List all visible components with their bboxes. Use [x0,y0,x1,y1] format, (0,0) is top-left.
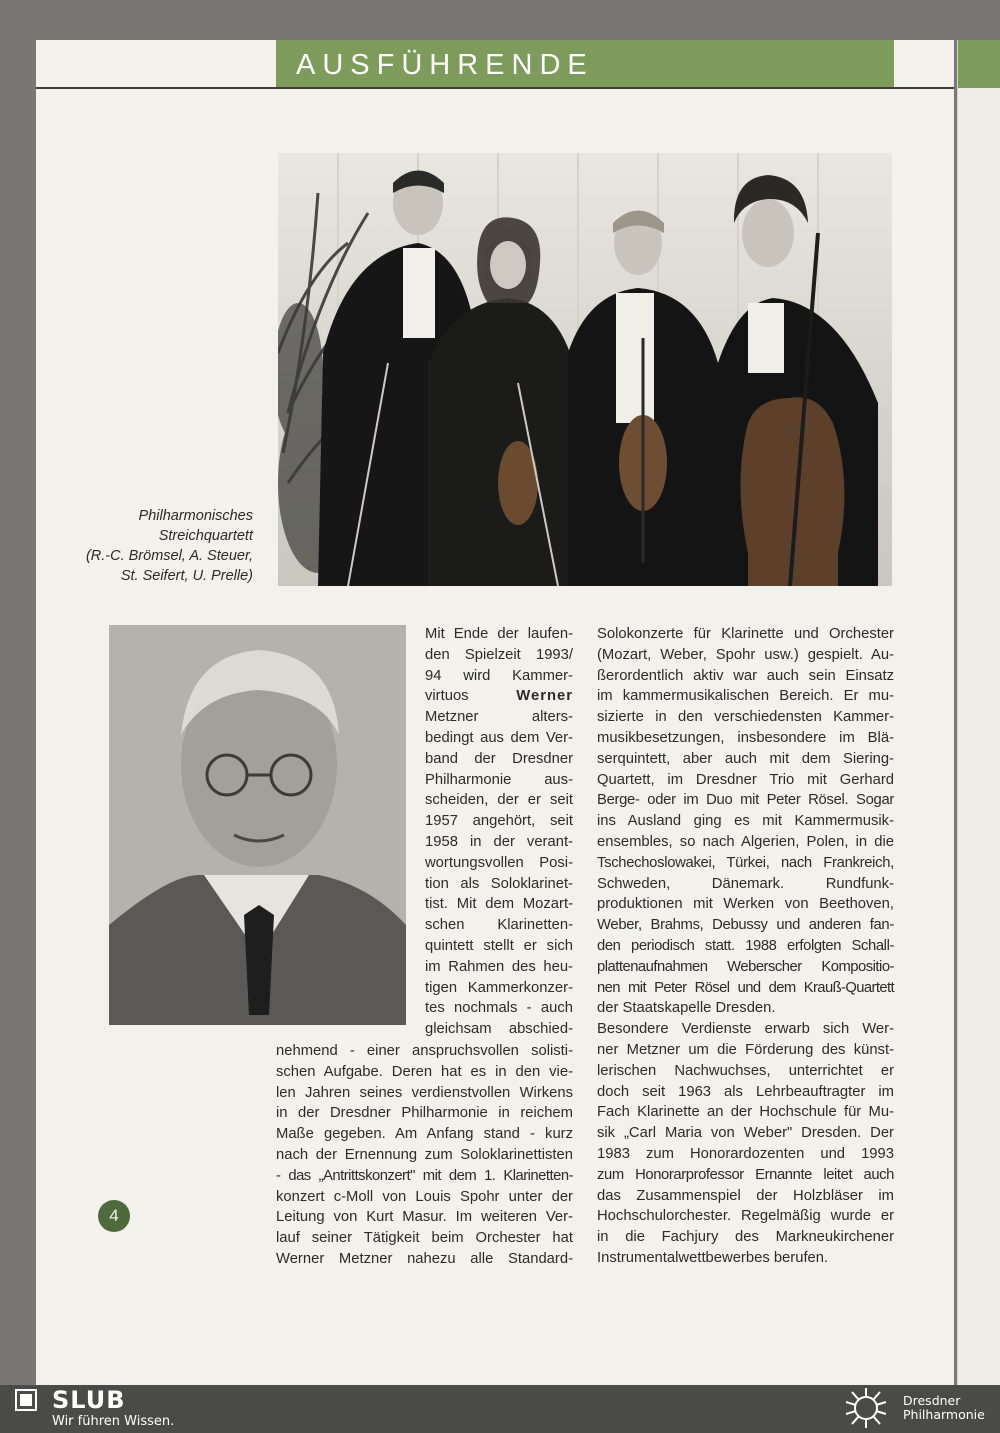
text-line: gleichsam abschied- [425,1021,573,1038]
text-line: 1958 in der verant- [425,833,573,850]
photo-caption [76,506,253,586]
text-line: - das „Antrittskonzert" mit dem 1. Klarinetten- [276,1167,573,1184]
text-line: schen Klarinetten- [425,917,573,934]
text-line: doch seit 1963 als Lehrbeauftragter im [597,1083,894,1100]
text-line: wortungsvollen Posi- [425,854,573,871]
text-line: plattenaufnahmen Weberscher Kompositio- [597,958,894,975]
dresdner-philharmonie-logo-icon[interactable] [842,1386,890,1430]
caption-line-3: (R.-C. Brömsel, A. Steuer, [85,548,253,564]
text-line: im Rahmen des heu- [425,958,573,975]
text-line: lauf seiner Tätigkeit beim Orchester hat [276,1230,573,1247]
text-line: ßerordentlich aktiv war auch sein Einsatz [597,667,894,684]
text-line: tigen Kammerkonzer- [425,979,573,996]
text-line: den Spielzeit 1993/ [425,646,573,663]
text-line: Fach Klarinette an der Hochschule für Mu- [597,1104,894,1121]
text-line: Tschechoslowakei, Türkei, nach Frankreich, [597,854,894,871]
caption-line-4: St. Seifert, U. Prelle) [120,568,253,584]
section-header-band [276,40,894,87]
text-line: quintett stellt er sich [425,937,573,954]
quartet-illustration [278,153,892,586]
section-title: AUSFÜHRENDE [296,49,594,81]
text-line: Werner Metzner nahezu alle Standard- [276,1250,573,1267]
text-line: in die Fachjury des Markneukirchener [597,1229,894,1246]
text-line: Instrumentalwettbewerbes berufen. [597,1249,829,1266]
next-page-edge [957,40,1000,1385]
text-line: Leitung von Kurt Masur. Im weiteren Ver- [276,1209,573,1226]
text-line: Metzner alters- [425,709,573,726]
text-line: len Jahren seines verdienstvollen Wirkens [276,1084,573,1101]
article-column-2 [597,624,894,1269]
text-line: nen mit Peter Rösel und dem Krauß-Quartett [597,979,894,996]
string-quartet-photo [278,153,892,586]
caption-line-2: Streichquartett [158,528,253,544]
text-line: Maße gegeben. Am Anfang stand - kurz [276,1126,573,1143]
text-line: band der Dresdner [425,750,573,767]
text-line: schen Aufgabe. Deren hat es in den vie- [276,1063,573,1080]
brochure-page [36,40,954,1385]
text-line: Weber, Brahms, Debussy und anderen fan- [597,917,894,934]
text-line: tion als Soloklarinet- [425,875,573,892]
text-line: bedingt aus dem Ver- [425,729,573,746]
text-line: serquintett, aber auch mit dem Siering- [597,750,894,767]
slub-tagline: Wir führen Wissen. [52,1414,175,1429]
text-line: sizierte in den verschiedensten Kammer- [597,709,894,726]
person-name-bold: Werner [516,688,573,705]
text-line: sik „Carl Maria von Weber" Dresden. Der [597,1125,894,1142]
werner-metzner-portrait [109,625,406,1025]
text-line: konzert c-Moll von Louis Spohr unter der [276,1188,573,1205]
text-line: tist. Mit dem Mozart- [425,896,573,913]
partner-line-2: Philharmonie [903,1407,985,1422]
slub-logo-icon[interactable] [14,1388,38,1412]
text-line: musikbesetzungen, insbesondere im Blä- [597,729,894,746]
text-line: Hochschulorchester. Regelmäßig wurde er [597,1208,894,1225]
caption-line-1: Philharmonisches [138,508,253,524]
text-line: Schweden, Dänemark. Rundfunk- [597,875,894,892]
text-line: 1983 zum Honorardozenten und 1993 [597,1145,894,1162]
text-line: in der Dresdner Philharmonie in reichem [276,1105,573,1122]
text-line: 1957 angehört, seit [425,813,573,830]
text-line: im kammermusikalischen Bereich. Er mu- [597,688,894,705]
text-line: Mit Ende der laufen- [425,626,573,642]
text-line: produktionen mit Werken von Beethoven, [597,896,894,913]
header-divider [36,87,954,89]
partner-line-1: Dresdner [903,1393,961,1408]
text-line: das Zusammenspiel der Holzbläser im [597,1187,894,1204]
text-line: tes nochmals - auch [425,1000,573,1017]
text-line: Philharmonie aus- [425,771,573,788]
text-line: 94 wird Kammer- [425,667,573,684]
article-column-1-bottom [276,1041,573,1270]
next-page-header-band [958,40,1000,88]
text-fragment: virtuos [425,688,517,705]
dresdner-philharmonie-logo-text[interactable] [903,1394,985,1422]
text-line: ins Ausland ging es mit Kammermusik- [597,813,894,830]
text-line: ner Metzner um die Förderung des künst- [597,1041,894,1058]
portrait-illustration [109,625,406,1025]
text-line-with-name [425,686,573,707]
text-line: Solokonzerte für Klarinette und Orchester [597,626,894,642]
text-line: zum Honorarprofessor Ernannte leitet auch [597,1166,894,1183]
text-line: lerischen Nachwuchses, unterrichtet er [597,1062,894,1079]
text-line: Berge- oder im Duo mit Peter Rösel. Sogar [597,792,894,809]
text-line: ensembles, so nach Algerien, Polen, in die [597,833,894,850]
text-line: scheiden, der er seit [425,792,573,809]
page-number-badge: 4 [98,1200,130,1232]
article-column-1-top [425,624,573,1040]
slub-logo-text[interactable]: SLUB [52,1386,126,1414]
text-line: den periodisch statt. 1988 erfolgten Schall- [597,937,894,954]
text-line: Quartett, im Dresdner Trio mit Gerhard [597,771,894,788]
text-line: der Staatskapelle Dresden. [597,1000,776,1017]
text-line: Besondere Verdienste erwarb sich Wer- [597,1021,894,1038]
text-line: nach der Ernennung zum Soloklarinettisten [276,1146,573,1163]
text-line: (Mozart, Weber, Spohr usw.) gespielt. Au- [597,646,894,663]
text-line: nehmend - einer anspruchsvollen solisti- [276,1043,573,1059]
